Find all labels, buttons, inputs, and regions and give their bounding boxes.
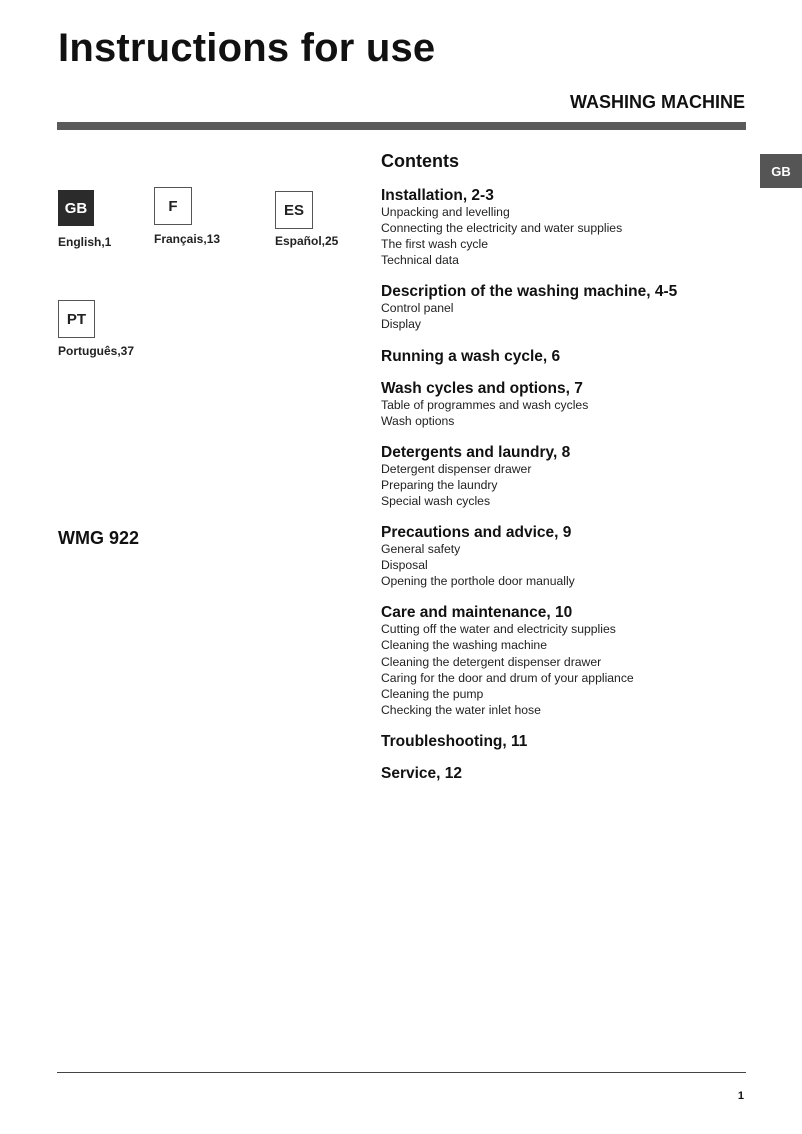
contents-subitem[interactable]: Checking the water inlet hose [381,702,541,717]
contents-subitem[interactable]: Display [381,317,421,332]
contents-subitem[interactable]: Caring for the door and drum of your appliance [381,670,634,685]
contents-section-title[interactable]: Installation, 2-3 [381,187,494,204]
language-entry-es[interactable] [275,191,338,248]
contents-subitem[interactable]: Disposal [381,558,428,573]
language-entry-pt[interactable] [58,300,134,358]
contents-section-title[interactable]: Running a wash cycle, 6 [381,347,561,365]
contents-subitem[interactable]: Connecting the electricity and water supplies [381,221,623,236]
contents-section [381,765,751,782]
contents-subitem[interactable]: Technical data [381,253,459,268]
contents-section-title[interactable]: Troubleshooting, 11 [381,732,528,750]
contents-subitem[interactable]: The first wash cycle [381,237,489,252]
model-name: WMG 922 [58,528,140,548]
footer-divider [57,1072,746,1073]
contents-section [381,733,751,750]
contents-section [381,444,751,509]
contents-subitem[interactable]: Cleaning the pump [381,686,484,701]
language-code-box[interactable]: PT [58,300,95,338]
page-number: 1 [737,1090,744,1102]
table-of-contents [381,151,751,797]
contents-subitem[interactable]: Table of programmes and wash cycles [381,397,589,412]
contents-section-title[interactable]: Care and maintenance, 10 [381,604,573,622]
contents-subitem[interactable]: Control panel [381,301,454,316]
contents-section-title[interactable]: Detergents and laundry, 8 [381,443,571,461]
contents-section [381,604,751,718]
contents-section [381,187,751,268]
contents-subitem[interactable]: Unpacking and levelling [381,205,510,219]
contents-subitem[interactable]: General safety [381,542,461,557]
language-label: Français,13 [154,232,221,246]
language-label: Español,25 [275,234,339,248]
language-entry-gb[interactable] [58,190,111,249]
contents-subitem[interactable]: Detergent dispenser drawer [381,461,532,476]
language-code-box[interactable]: F [154,187,192,225]
document-subtitle: WASHING MACHINE [570,92,745,112]
contents-subitem[interactable]: Cleaning the detergent dispenser drawer [381,654,602,669]
language-code-box[interactable]: ES [275,191,313,229]
contents-section-title[interactable]: Service, 12 [381,764,463,782]
contents-section-title[interactable]: Wash cycles and options, 7 [381,379,583,397]
contents-heading: Contents [381,151,459,171]
contents-section-title[interactable]: Description of the washing machine, 4-5 [381,283,678,301]
contents-section [381,380,751,429]
contents-section [381,524,751,589]
contents-subitem[interactable]: Special wash cycles [381,493,491,508]
contents-subitem[interactable]: Cleaning the washing machine [381,638,547,653]
header-divider [57,122,746,130]
language-entry-f[interactable] [154,187,220,246]
contents-subitem[interactable]: Wash options [381,413,455,428]
contents-subitem[interactable]: Opening the porthole door manually [381,574,575,589]
contents-subitem[interactable]: Cutting off the water and electricity supplies [381,622,616,637]
language-code-box[interactable]: GB [58,190,94,226]
page-title: Instructions for use [58,26,436,70]
contents-section [381,348,751,365]
language-label: English,1 [58,235,112,249]
language-side-tab[interactable]: GB [760,154,802,188]
language-label: Português,37 [58,344,135,358]
contents-section [381,283,751,332]
contents-section-title[interactable]: Precautions and advice, 9 [381,524,572,542]
contents-subitem[interactable]: Preparing the laundry [381,477,498,492]
